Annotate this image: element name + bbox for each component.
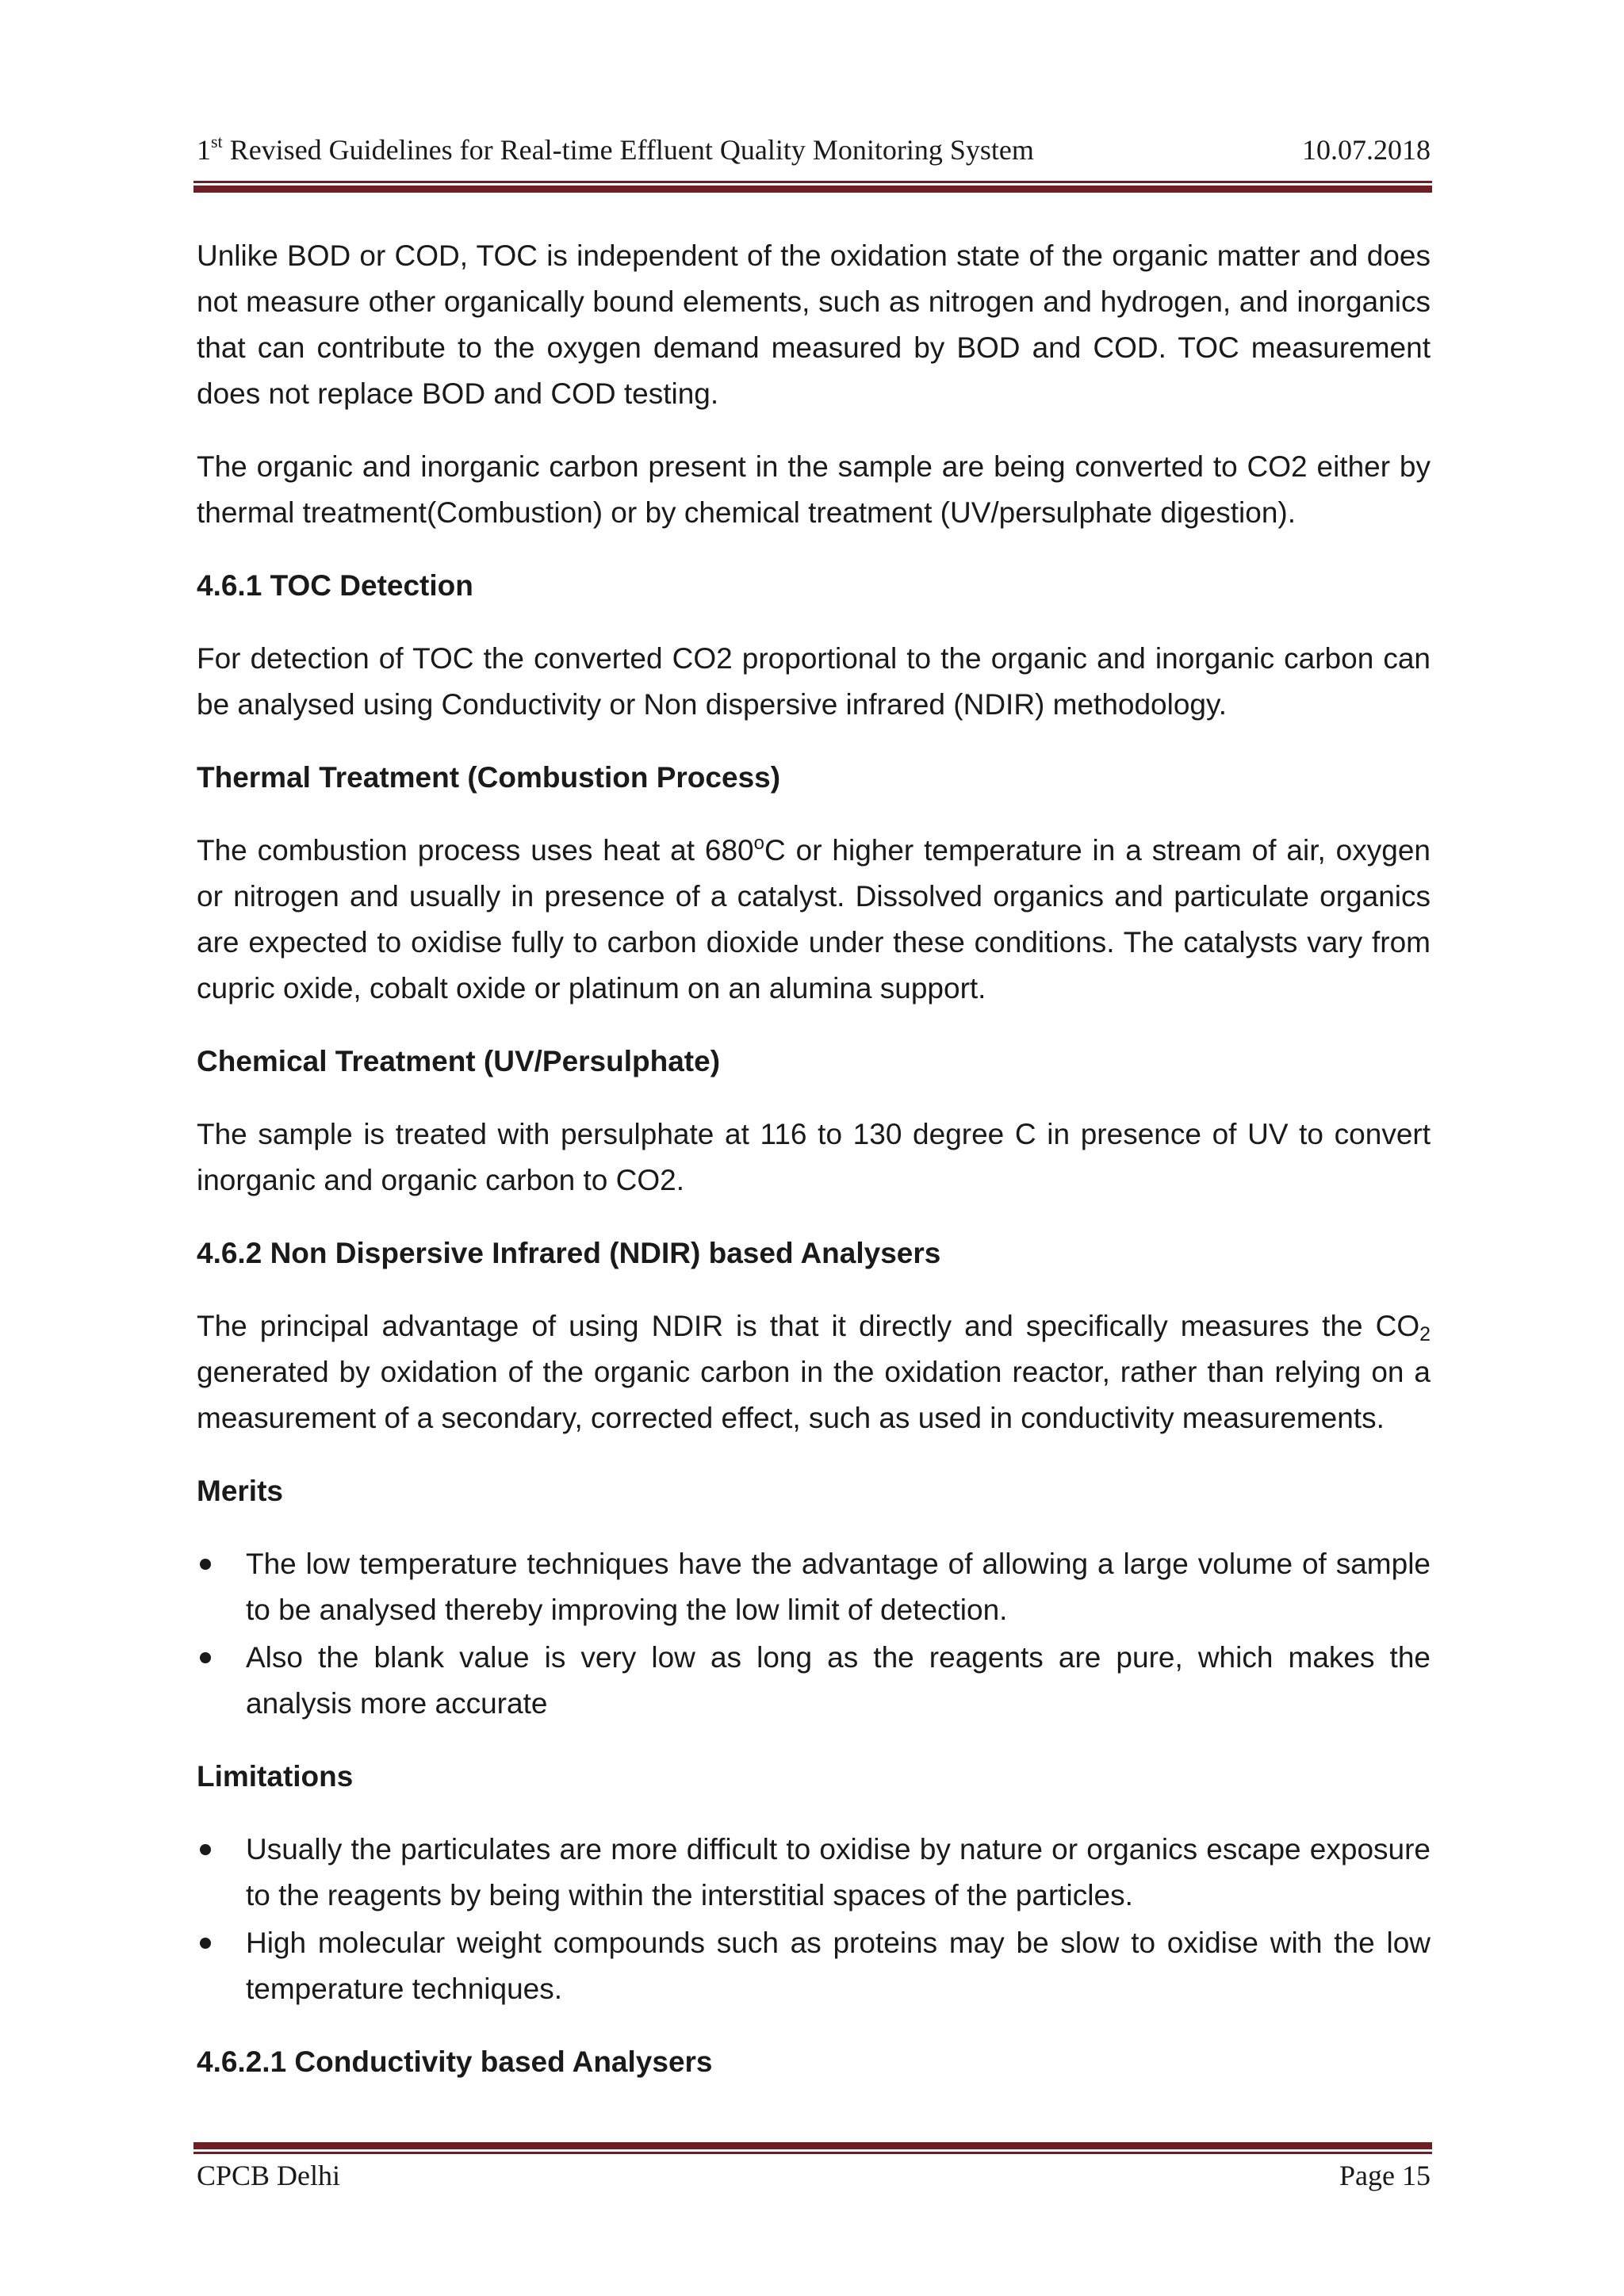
heading-thermal-treatment: Thermal Treatment (Combustion Process) <box>197 761 781 794</box>
document-body <box>197 233 1431 2112</box>
header-title-sup: st <box>211 132 223 151</box>
bullet-icon <box>200 1844 211 1855</box>
list-item <box>197 1827 1431 1919</box>
paragraph-carbon-conversion: The organic and inorganic carbon present in the sample are being converted to CO2 either by thermal treatment(Combustion) or by chemical treatment (UV/persulphate digestion). <box>197 450 1431 529</box>
heading-chemical-treatment: Chemical Treatment (UV/Persulphate) <box>197 1045 721 1077</box>
page-header <box>197 133 1431 173</box>
heading-ndir-analysers: 4.6.2 Non Dispersive Infrared (NDIR) based Analysers <box>197 1237 941 1269</box>
header-rule-thin <box>193 181 1432 183</box>
bullet-icon <box>200 1652 211 1663</box>
co2-subscript: 2 <box>1419 1323 1431 1345</box>
paragraph-toc-oxidation: Unlike BOD or COD, TOC is independent of the oxidation state of the organic matter and does not measure other organically bound elements, such as nitrogen and hydrogen, and inorganics that can contribute to the oxygen demand measured by BOD and COD. TOC measurement does not replace BOD and COD testing. <box>197 239 1431 410</box>
paragraph-persulphate: The sample is treated with persulphate at 116 to 130 degree C in presence of UV to convert inorganic and organic carbon to CO2. <box>197 1118 1431 1196</box>
merit-text: The low temperature techniques have the advantage of allowing a large volume of sample to be analysed thereby improving the low limit of detection. <box>246 1548 1431 1626</box>
paragraph-ndir-b: generated by oxidation of the organic carbon in the oxidation reactor, rather than relying on a measurement of a secondary, corrected effect, such as used in conductivity measurements. <box>197 1356 1431 1434</box>
limitations-list <box>197 1827 1431 2012</box>
footer-rule-thin <box>193 2152 1432 2154</box>
paragraph-combustion <box>197 828 1431 1012</box>
heading-merits: Merits <box>197 1475 283 1507</box>
paragraph-combustion-b: C or higher temperature in a stream of air, oxygen or nitrogen and usually in presence of a catalyst. Dissolved organics and particulate organics are expected to oxidise fully to carbon dioxide under these conditions. The catalysts vary from cupric oxide, cobalt oxide or platinum on an alumina support. <box>197 834 1431 1004</box>
footer-organization: CPCB Delhi <box>197 2160 341 2191</box>
list-item <box>197 1541 1431 1633</box>
header-date: 10.07.2018 <box>1302 134 1431 166</box>
list-item <box>197 1635 1431 1727</box>
paragraph-combustion-a: The combustion process uses heat at 680 <box>197 834 754 867</box>
paragraph-toc-detection: For detection of TOC the converted CO2 proportional to the organic and inorganic carbon can be analysed using Conductivity or Non dispersive infrared (NDIR) methodology. <box>197 642 1431 721</box>
footer-rule-thick <box>193 2142 1432 2149</box>
bullet-icon <box>200 1938 211 1949</box>
header-rule-thick <box>193 186 1432 193</box>
heading-conductivity-analysers: 4.6.2.1 Conductivity based Analysers <box>197 2045 713 2078</box>
page-footer <box>197 2159 1431 2198</box>
limitation-text: High molecular weight compounds such as proteins may be slow to oxidise with the low temperature techniques. <box>246 1927 1431 2005</box>
header-title-rest: Revised Guidelines for Real-time Effluent Quality Monitoring System <box>222 134 1034 166</box>
degree-sup: o <box>753 832 764 854</box>
heading-toc-detection: 4.6.1 TOC Detection <box>197 569 473 602</box>
header-title <box>197 133 1034 166</box>
paragraph-ndir-a: The principal advantage of using NDIR is that it directly and specifically measures the CO <box>197 1310 1420 1342</box>
list-item <box>197 1920 1431 2012</box>
limitation-text: Usually the particulates are more difficult to oxidise by nature or organics escape exposure to the reagents by being within the interstitial spaces of the particles. <box>246 1833 1431 1911</box>
page-number: Page 15 <box>1339 2160 1431 2191</box>
paragraph-ndir <box>197 1303 1431 1441</box>
merit-text: Also the blank value is very low as long as the reagents are pure, which makes the analysis more accurate <box>246 1641 1431 1720</box>
header-title-prefix: 1 <box>197 134 211 166</box>
heading-limitations: Limitations <box>197 1760 354 1793</box>
merits-list <box>197 1541 1431 1727</box>
bullet-icon <box>200 1559 211 1570</box>
